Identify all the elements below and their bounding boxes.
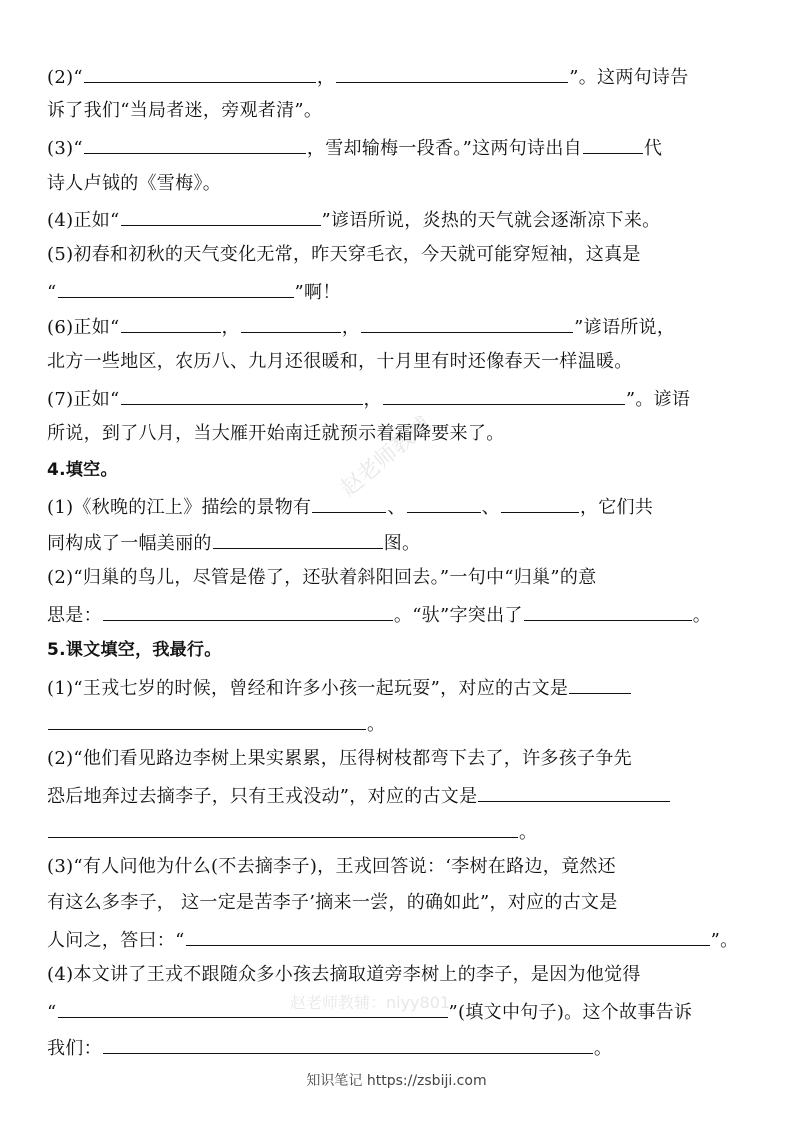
answer-blank[interactable] xyxy=(84,135,306,154)
q3-item-4: (4)正如“ ”谚语所说，炎热的天气就会逐渐凉下来。 xyxy=(47,207,747,233)
q4-item-1: (1)《秋晚的江上》描绘的景物有 、 、 ，它们共 xyxy=(47,494,747,520)
answer-blank[interactable] xyxy=(501,494,579,513)
answer-blank[interactable] xyxy=(336,64,568,83)
q3-item-7: (7)正如“ ， ”。谚语 xyxy=(47,386,747,412)
answer-blank[interactable] xyxy=(121,314,221,333)
answer-blank[interactable] xyxy=(48,711,366,730)
q5-item-1: (1)“王戎七岁的时候，曾经和许多小孩一起玩耍”，对应的古文是 xyxy=(47,675,747,701)
answer-blank[interactable] xyxy=(121,386,363,405)
q3-item-5-cont: “ ”啊！ xyxy=(47,279,747,305)
q5-item-2-cont: 恐后地奔过去摘李子，只有王戎没动”，对应的古文是 xyxy=(47,783,747,809)
answer-blank[interactable] xyxy=(312,494,386,513)
q5-item-4-cont2: 我们： 。 xyxy=(47,1035,747,1061)
q4-item-2: (2)“归巢的鸟儿，尽管是倦了，还驮着斜阳回去。”一句中“归巢”的意 xyxy=(47,567,597,588)
q3-item-2-cont: 诉了我们“当局者迷，旁观者清”。 xyxy=(47,100,323,121)
answer-blank[interactable] xyxy=(361,314,573,333)
q3-item-6: (6)正如“ ， ， ”谚语所说， xyxy=(47,314,747,340)
answer-blank[interactable] xyxy=(103,602,393,621)
q3-item-3-cont: 诗人卢钺的《雪梅》。 xyxy=(47,173,221,194)
q3-item-6-cont: 北方一些地区，农历八、九月还很暖和，十月里有时还像春天一样温暖。 xyxy=(47,351,633,372)
q4-item-1-cont: 同构成了一幅美丽的 图。 xyxy=(47,530,747,556)
answer-blank[interactable] xyxy=(383,386,625,405)
q5-item-2-cont2: 。 xyxy=(47,819,747,845)
section-heading-4: 4.填空。 xyxy=(47,460,118,480)
answer-blank[interactable] xyxy=(583,135,643,154)
answer-blank[interactable] xyxy=(524,602,692,621)
answer-blank[interactable] xyxy=(478,783,670,802)
answer-blank[interactable] xyxy=(241,314,341,333)
watermark: 赵老师教辅：niyy801 xyxy=(290,993,451,1012)
answer-blank[interactable] xyxy=(103,1035,593,1054)
q5-item-3-cont: 有这么多李子， 这一定是苦李子’摘来一尝，的确如此”，对应的古文是 xyxy=(47,892,618,913)
q3-item-5: (5)初春和初秋的天气变化无常，昨天穿毛衣，今天就可能穿短袖，这真是 xyxy=(47,244,641,265)
answer-blank[interactable] xyxy=(58,999,448,1018)
watermark: 赵老师教辅 xyxy=(336,412,437,502)
q5-item-4-cont: “ ”(填文中句子)。这个故事告诉 xyxy=(47,999,747,1025)
answer-blank[interactable] xyxy=(58,279,294,298)
q5-item-4: (4)本文讲了王戎不跟随众多小孩去摘取道旁李树上的李子，是因为他觉得 xyxy=(47,964,641,985)
q3-item-2: (2)“ ， ”。这两句诗告 xyxy=(47,64,747,90)
answer-blank[interactable] xyxy=(407,494,481,513)
answer-blank[interactable] xyxy=(213,530,383,549)
q3-item-3: (3)“ ，雪却输梅一段香。”这两句诗出自 代 xyxy=(47,135,747,161)
q5-item-1-cont: 。 xyxy=(47,711,747,737)
answer-blank[interactable] xyxy=(569,675,631,694)
q5-item-3-cont2: 人问之，答曰：“ ”。 xyxy=(47,927,747,953)
q3-item-7-cont: 所说，到了八月，当大雁开始南迁就预示着霜降要来了。 xyxy=(47,423,505,444)
section-heading-5: 5.课文填空，我最行。 xyxy=(47,640,222,660)
answer-blank[interactable] xyxy=(84,64,316,83)
q5-item-3: (3)“有人问他为什么(不去摘李子)，王戎回答说：‘李树在路边，竟然还 xyxy=(47,856,616,877)
q4-item-2-cont: 思是： 。“驮”字突出了 。 xyxy=(47,602,747,628)
q5-item-2: (2)“他们看见路边李树上果实累累，压得树枝都弯下去了，许多孩子争先 xyxy=(47,748,632,769)
answer-blank[interactable] xyxy=(48,819,518,838)
answer-blank[interactable] xyxy=(186,927,710,946)
answer-blank[interactable] xyxy=(121,207,321,226)
footer-site-link[interactable]: 知识笔记 https://zsbiji.com xyxy=(306,1073,487,1089)
